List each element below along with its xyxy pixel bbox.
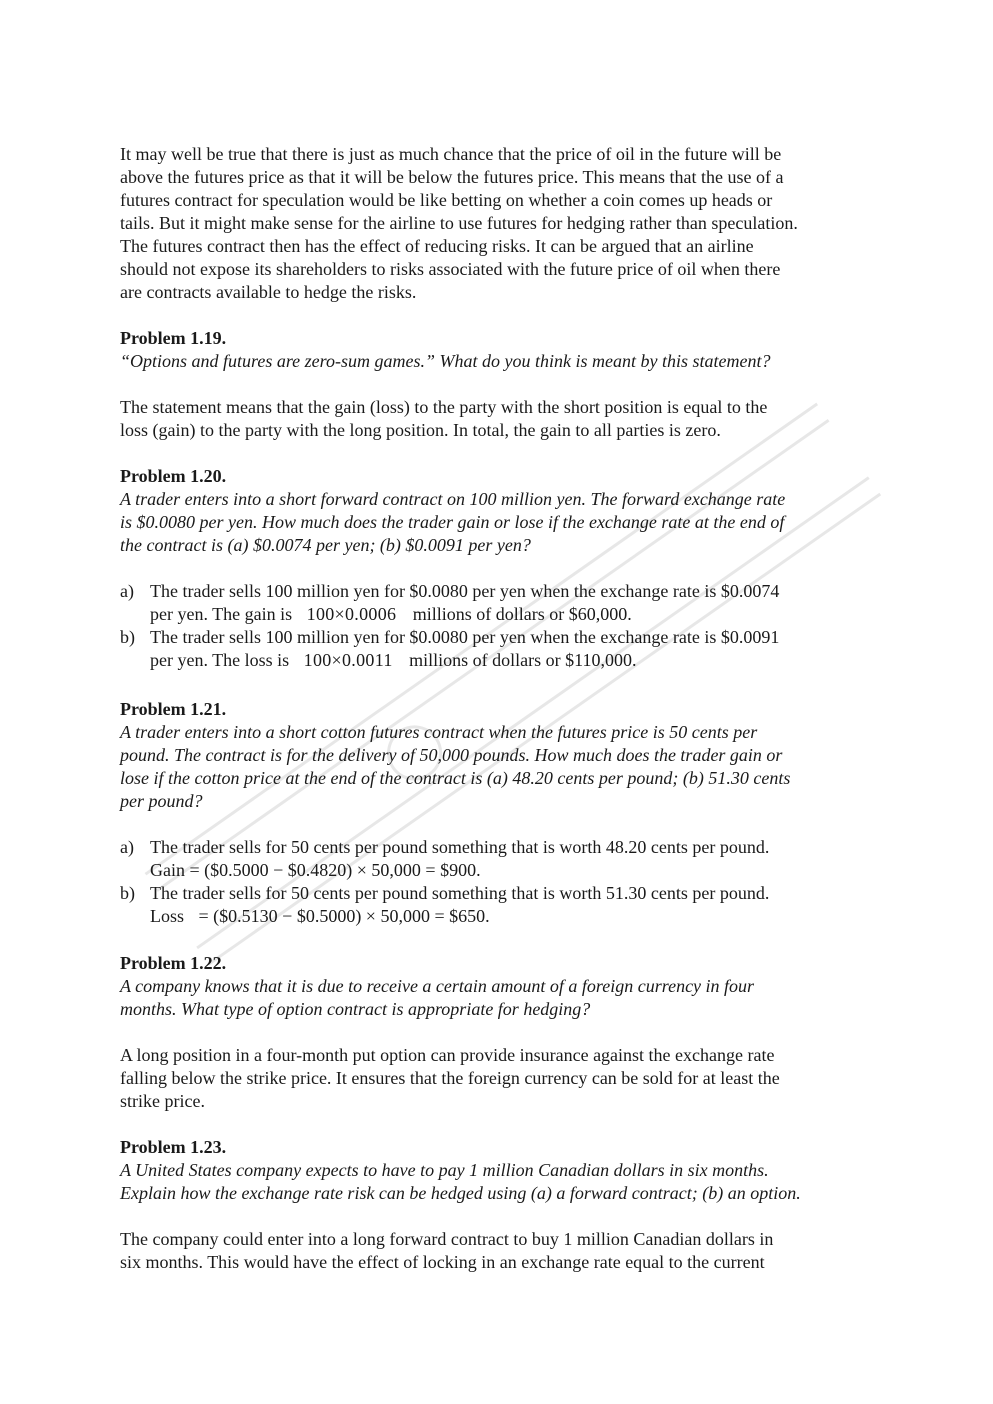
- problem-title: Problem 1.21.: [120, 699, 227, 719]
- answer-line: loss (gain) to the party with the long position. In total, the gain to all parties is zero.: [120, 420, 721, 440]
- answer-line: The statement means that the gain (loss) to the party with the short position is equal to the: [120, 397, 768, 417]
- list-item-text: Gain = ($0.5000 − $0.4820) × 50,000 = $900.: [150, 860, 481, 880]
- problem-title: Problem 1.19.: [120, 328, 227, 348]
- list-label: a): [120, 837, 134, 857]
- text-span: per yen. The gain is: [150, 604, 293, 624]
- list-label: b): [120, 883, 135, 903]
- list-item-text: The trader sells 100 million yen for $0.0080 per yen when the exchange rate is $0.0074: [150, 581, 780, 601]
- list-item-text: The trader sells for 50 cents per pound something that is worth 51.30 cents per pound.: [150, 883, 770, 903]
- text-span: = ($0.5130 − $0.5000) × 50,000 = $650.: [198, 906, 490, 926]
- problem-question: “Options and futures are zero-sum games.” What do you think is meant by this statement?: [120, 351, 771, 371]
- math-expression: 100×0.0011: [303, 650, 393, 670]
- answer-line: six months. This would have the effect of locking in an exchange rate equal to the current: [120, 1252, 765, 1272]
- text-line: above the futures price as that it will be below the futures price. This means that the use of a: [120, 167, 784, 187]
- problem-question: A United States company expects to have to pay 1 million Canadian dollars in six months.: [120, 1160, 769, 1180]
- problem-title: Problem 1.22.: [120, 953, 227, 973]
- math-expression: 100×0.0006: [306, 604, 397, 624]
- problem-title: Problem 1.20.: [120, 466, 227, 486]
- text-span: millions of dollars or $110,000.: [409, 650, 637, 670]
- list-item-text: [150, 649, 636, 672]
- list-label: a): [120, 581, 134, 601]
- problem-question: the contract is (a) $0.0074 per yen; (b) $0.0091 per yen?: [120, 535, 531, 555]
- problem-question: A trader enters into a short cotton futures contract when the futures price is 50 cents per: [120, 722, 758, 742]
- text-line: The futures contract then has the effect of reducing risks. It can be argued that an airline: [120, 236, 754, 256]
- text-span: per yen. The loss is: [150, 650, 290, 670]
- text-line: It may well be true that there is just as much chance that the price of oil in the future will be: [120, 144, 782, 164]
- text-span: millions of dollars or $60,000.: [412, 604, 632, 624]
- problem-title: Problem 1.23.: [120, 1137, 227, 1157]
- text-line: tails. But it might make sense for the airline to use futures for hedging rather than speculation.: [120, 213, 798, 233]
- list-item-text: [150, 905, 490, 928]
- answer-line: strike price.: [120, 1091, 205, 1111]
- problem-question: lose if the cotton price at the end of the contract is (a) 48.20 cents per pound; (b) 51.30 cents: [120, 768, 791, 788]
- problem-question: pound. The contract is for the delivery of 50,000 pounds. How much does the trader gain or: [120, 745, 783, 765]
- answer-line: falling below the strike price. It ensures that the foreign currency can be sold for at least the: [120, 1068, 780, 1088]
- list-label: b): [120, 627, 135, 647]
- problem-question: months. What type of option contract is appropriate for hedging?: [120, 999, 591, 1019]
- text-line: are contracts available to hedge the risks.: [120, 282, 417, 302]
- problem-question: Explain how the exchange rate risk can be hedged using (a) a forward contract; (b) an option.: [120, 1183, 801, 1203]
- text-span: Loss: [150, 906, 185, 926]
- list-item-text: The trader sells 100 million yen for $0.0080 per yen when the exchange rate is $0.0091: [150, 627, 780, 647]
- list-item-text: [150, 603, 632, 626]
- problem-question: A trader enters into a short forward contract on 100 million yen. The forward exchange rate: [120, 489, 786, 509]
- problem-question: is $0.0080 per yen. How much does the trader gain or lose if the exchange rate at the end of: [120, 512, 785, 532]
- problem-question: A company knows that it is due to receive a certain amount of a foreign currency in four: [120, 976, 755, 996]
- problem-question: per pound?: [120, 791, 203, 811]
- list-item-text: The trader sells for 50 cents per pound something that is worth 48.20 cents per pound.: [150, 837, 770, 857]
- text-line: should not expose its shareholders to risks associated with the future price of oil when there: [120, 259, 781, 279]
- answer-line: The company could enter into a long forward contract to buy 1 million Canadian dollars in: [120, 1229, 774, 1249]
- text-line: futures contract for speculation would be like betting on whether a coin comes up heads or: [120, 190, 773, 210]
- answer-line: A long position in a four-month put option can provide insurance against the exchange rate: [120, 1045, 775, 1065]
